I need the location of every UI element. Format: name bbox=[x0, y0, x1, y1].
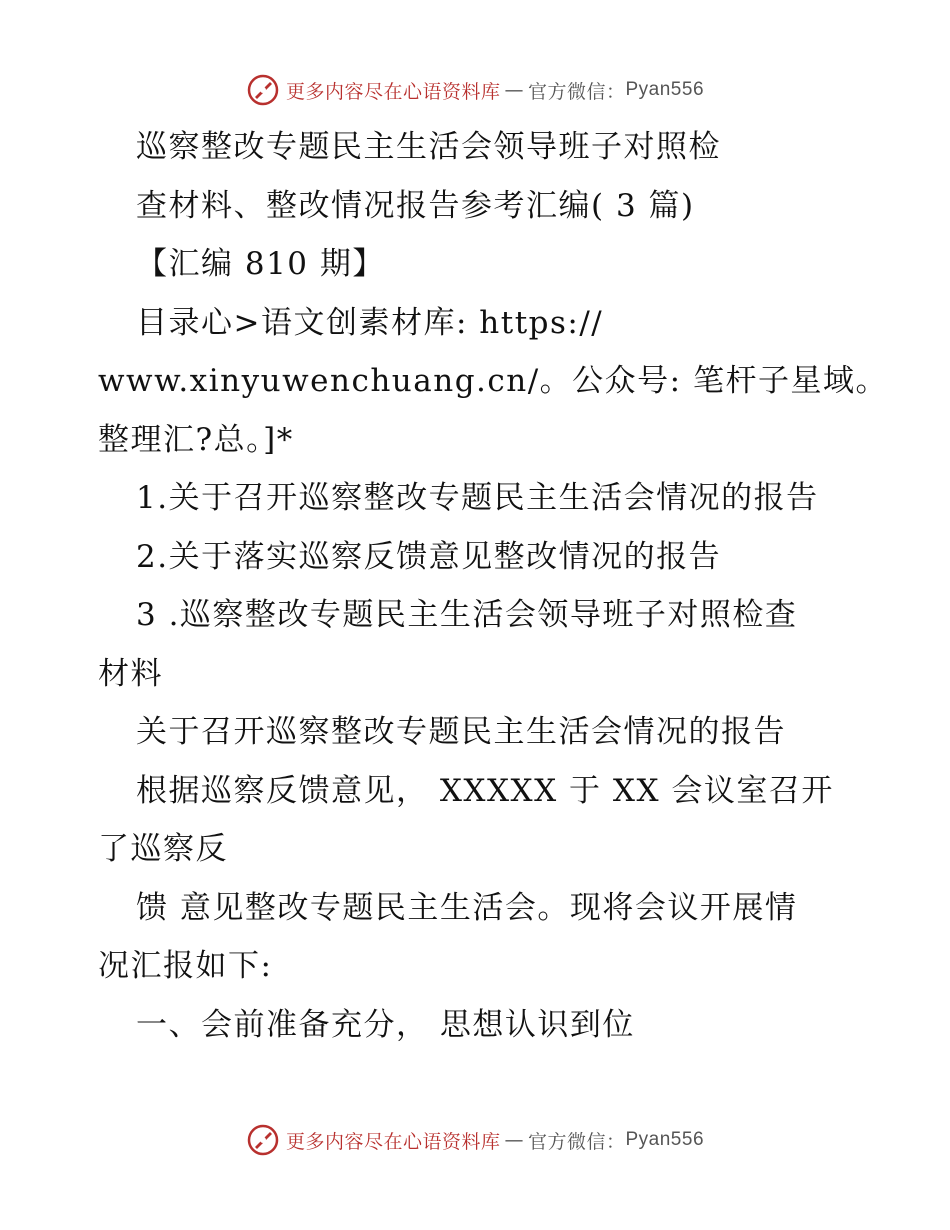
footer-watermark bbox=[0, 1120, 950, 1160]
watermark-text: 更多内容尽在心语资料库 bbox=[285, 1130, 501, 1153]
paragraph-line-4: 况汇报如下: bbox=[98, 948, 273, 984]
watermark-text: 更多内容尽在心语资料库 bbox=[285, 80, 501, 103]
toc-item-3-line-2: 材料 bbox=[98, 655, 163, 692]
toc-item-2: 2.关于落实巡察反馈意见整改情况的报告 bbox=[136, 538, 722, 575]
subsection-heading: 一、会前准备充分， 思想认识到位 bbox=[136, 1006, 635, 1043]
doc-source-line-1: 目录心>语文创素材库: https:// bbox=[136, 304, 604, 341]
watermark-wechat-id: Pyan556 bbox=[625, 79, 705, 100]
doc-source-line-3: 整理汇?总。]* bbox=[98, 421, 294, 458]
section-heading: 关于召开巡察整改专题民主生活会情况的报告 bbox=[136, 714, 786, 750]
header-watermark bbox=[0, 70, 950, 110]
doc-title-line-1: 巡察整改专题民主生活会领导班子对照检 bbox=[136, 129, 721, 165]
watermark-wechat-label: 官方微信： bbox=[527, 80, 626, 103]
watermark-separator: — bbox=[504, 79, 524, 101]
doc-title-line-2: 查材料、整改情况报告参考汇编( 3 篇) bbox=[136, 187, 695, 224]
quill-seal-icon bbox=[246, 73, 280, 107]
doc-source-line-2: www.xinyuwenchuang.cn/。公众号: 笔杆子星域。 bbox=[98, 363, 888, 399]
toc-item-3-line-1: 3 .巡察整改专题民主生活会领导班子对照检查 bbox=[136, 597, 798, 633]
watermark-wechat-id: Pyan556 bbox=[625, 1129, 705, 1150]
paragraph-line-2: 了巡察反 bbox=[98, 831, 228, 867]
watermark-wechat-label: 官方微信： bbox=[527, 1130, 626, 1153]
quill-seal-icon bbox=[246, 1123, 280, 1157]
paragraph-line-3: 馈 意见整改专题民主生活会。现将会议开展情 bbox=[136, 889, 798, 926]
doc-issue-number: 【汇编 810 期】 bbox=[136, 246, 385, 282]
paragraph-line-1: 根据巡察反馈意见， XXXXX 于 XX 会议室召开 bbox=[136, 772, 834, 809]
toc-item-1: 1.关于召开巡察整改专题民主生活会情况的报告 bbox=[136, 480, 819, 516]
document-body bbox=[98, 118, 888, 1054]
watermark-separator: — bbox=[504, 1129, 524, 1151]
